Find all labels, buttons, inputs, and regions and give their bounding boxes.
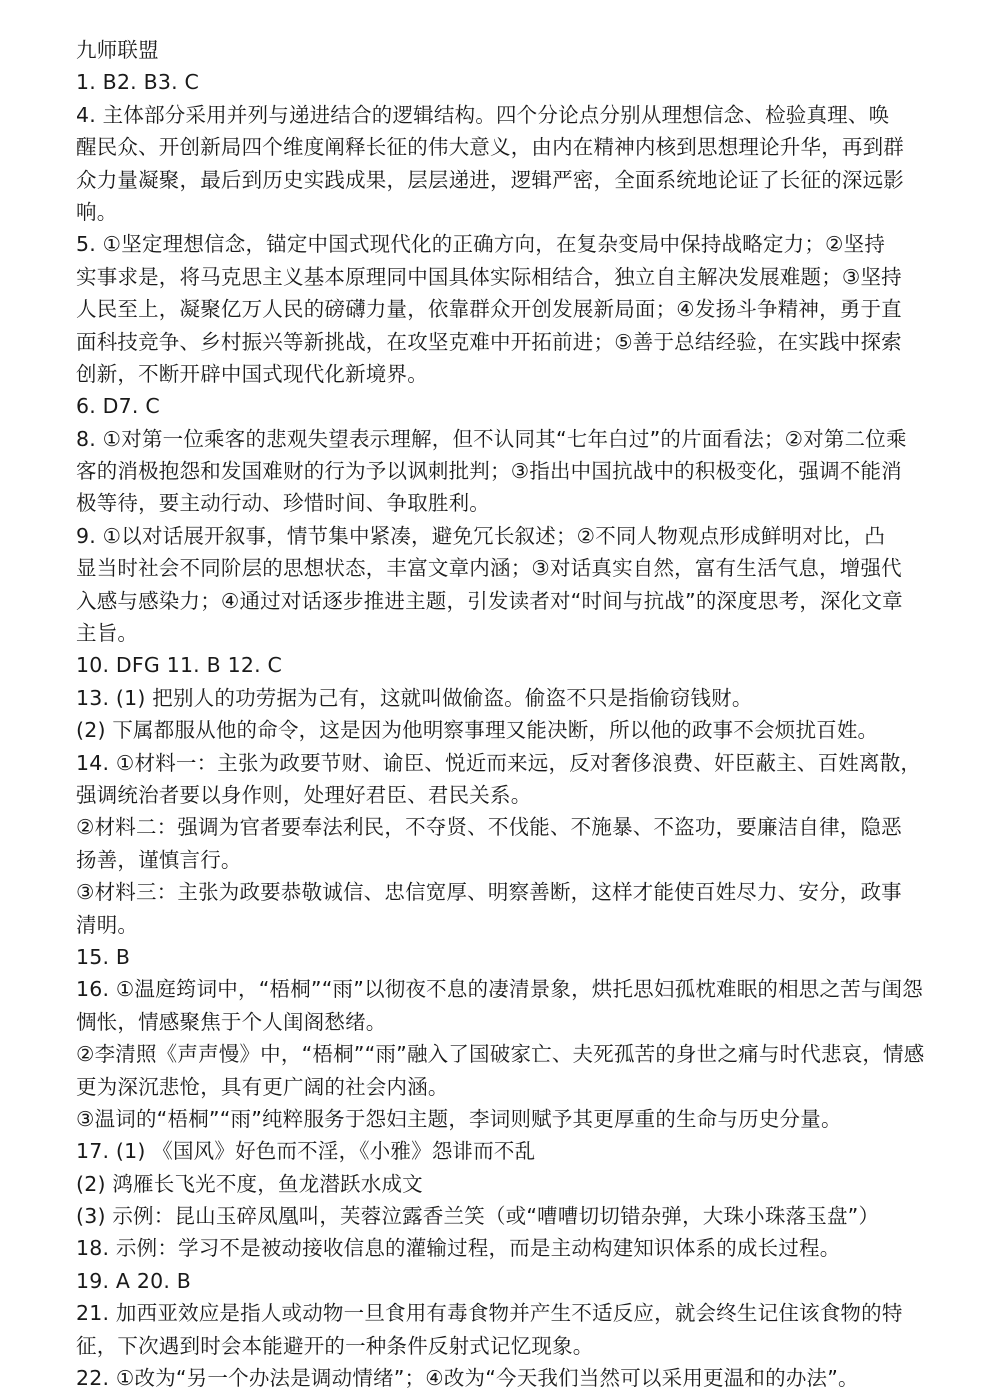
answer-line: 极等待，要主动行动、珍惜时间、争取胜利。: [76, 491, 490, 516]
answer-line: 8. ①对第一位乘客的悲观失望表示理解，但不认同其“七年白过”的片面看法；②对第二位乘: [76, 426, 907, 451]
answer-line: 6. D7. C: [76, 394, 160, 419]
answer-line: ②材料二：强调为官者要奉法利民，不夺贤、不伐能、不施暴、不盗功，要廉洁自律，隐恶: [76, 815, 902, 840]
answer-line: 扬善，谨慎言行。: [76, 847, 242, 872]
answer-line: 更为深沉悲怆，具有更广阔的社会内涵。: [76, 1074, 449, 1099]
answer-line: 5. ①坚定理想信念，锚定中国式现代化的正确方向，在复杂变局中保持战略定力；②坚持: [76, 232, 886, 257]
answer-line: 22. ①改为“另一个办法是调动情绪”；④改为“今天我们当然可以采用更温和的办法”。: [76, 1366, 859, 1391]
answer-line: 显当时社会不同阶层的思想状态，丰富文章内涵；③对话真实自然，富有生活气息，增强代: [76, 556, 902, 581]
answer-line: 醒民众、开创新局四个维度阐释长征的伟大意义，由内在精神内核到思想理论升华，再到群: [76, 135, 904, 160]
answer-line: 主旨。: [76, 621, 139, 646]
answer-line: 17. (1) 《国风》好色而不淫，《小雅》怨诽而不乱: [76, 1139, 536, 1164]
answer-line: 15. B: [76, 944, 131, 969]
answer-line: 14. ①材料一：主张为政要节财、谕臣、悦近而来远，反对奢侈浪费、奸臣蔽主、百姓离散，: [76, 750, 922, 775]
answer-line: ③温词的“梧桐”“雨”纯粹服务于怨妇主题，李词则赋予其更厚重的生命与历史分量。: [76, 1106, 842, 1131]
answer-line: 众力量凝聚，最后到历史实践成果，层层递进，逻辑严密，全面系统地论证了长征的深远影: [76, 167, 904, 192]
answer-line: 创新，不断开辟中国式现代化新境界。: [76, 361, 428, 386]
answer-line: 面科技竞争、乡村振兴等新挑战，在攻坚克难中开拓前进；⑤善于总结经验，在实践中探索: [76, 329, 902, 354]
answer-line: 惆怅，情感聚焦于个人闺阁愁绪。: [76, 1009, 387, 1034]
answer-line: 21. 加西亚效应是指人或动物一旦食用有毒食物并产生不适反应，就会终生记住该食物的特: [76, 1301, 903, 1326]
answer-line: (2) 鸿雁长飞光不度，鱼龙潜跃水成文: [76, 1171, 423, 1196]
answer-line: (3) 示例：昆山玉碎凤凰叫，芙蓉泣露香兰笑（或“嘈嘈切切错杂弹，大珠小珠落玉盘”）: [76, 1204, 880, 1229]
answer-line: 人民至上，凝聚亿万人民的磅礴力量，依靠群众开创发展新局面；④发扬斗争精神，勇于直: [76, 297, 902, 322]
answer-line: 征，下次遇到时会本能避开的一种条件反射式记忆现象。: [76, 1333, 594, 1358]
answer-line: 响。: [76, 199, 118, 224]
header-title: 九师联盟: [76, 38, 159, 62]
answer-line: 10. DFG 11. B 12. C: [76, 653, 283, 678]
answer-line: 9. ①以对话展开叙事，情节集中紧凑，避免冗长叙述；②不同人物观点形成鲜明对比，凸: [76, 523, 886, 548]
answer-line: 入感与感染力；④通过对话逐步推进主题，引发读者对“时间与抗战”的深度思考，深化文章: [76, 588, 903, 613]
answer-line: 13. (1) 把别人的功劳据为己有，这就叫做偷盗。偷盗不只是指偷窃钱财。: [76, 685, 753, 710]
answer-line: 1. B2. B3. C: [76, 70, 200, 95]
answer-line: (2) 下属都服从他的命令，这是因为他明察事理又能决断，所以他的政事不会烦扰百姓。: [76, 718, 879, 743]
answer-line: ②李清照《声声慢》中，“梧桐”“雨”融入了国破家亡、夫死孤苦的身世之痛与时代悲哀，情感: [76, 1042, 925, 1067]
answer-line: 强调统治者要以身作则，处理好君臣、君民关系。: [76, 782, 532, 807]
answer-line: ③材料三：主张为政要恭敬诚信、忠信宽厚、明察善断，这样才能使百姓尽力、安分，政事: [76, 880, 902, 905]
answer-line: 16. ①温庭筠词中，“梧桐”“雨”以彻夜不息的凄清景象，烘托思妇孤枕难眠的相思之苦与闺怨: [76, 977, 923, 1002]
answer-line: 实事求是，将马克思主义基本原理同中国具体实际相结合，独立自主解决发展难题；③坚持: [76, 264, 902, 289]
answer-line: 19. A 20. B: [76, 1268, 192, 1293]
answer-line: 4. 主体部分采用并列与递进结合的逻辑结构。四个分论点分别从理想信念、检验真理、唤: [76, 102, 890, 127]
answer-line: 清明。: [76, 912, 139, 937]
answer-line: 客的消极抱怨和发国难财的行为予以讽刺批判；③指出中国抗战中的积极变化，强调不能消: [76, 459, 902, 484]
answer-line: 18. 示例：学习不是被动接收信息的灌输过程，而是主动构建知识体系的成长过程。: [76, 1236, 841, 1261]
